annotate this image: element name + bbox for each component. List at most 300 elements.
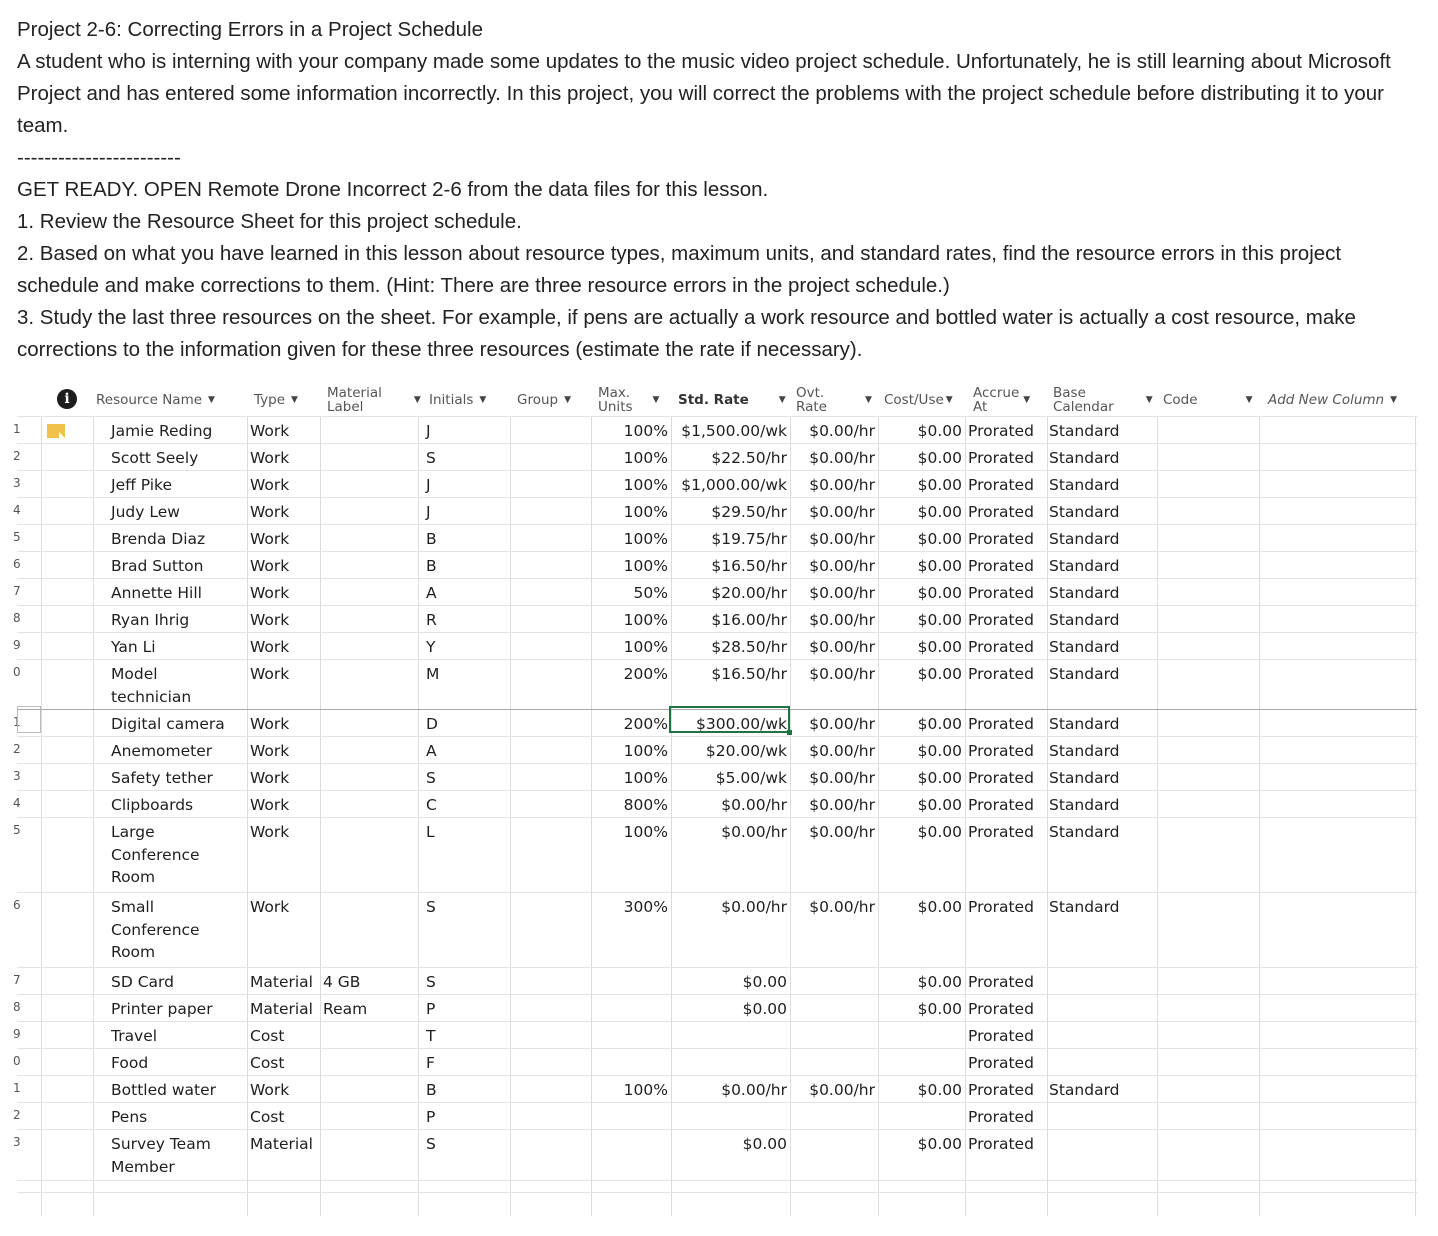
cell-std[interactable]: $16.50/hr (711, 665, 787, 683)
cell-std[interactable]: $20.00/hr (711, 584, 787, 602)
cell-cal[interactable]: Standard (1049, 422, 1120, 440)
row-number[interactable]: 9 (13, 1027, 21, 1041)
col-type-label: Type (254, 392, 286, 408)
cell-cost[interactable]: $0.00 (917, 665, 962, 683)
cell-name-line: Room (111, 943, 156, 961)
chevron-down-icon[interactable]: ▼ (864, 395, 872, 405)
table-row[interactable] (13, 767, 1417, 794)
cell-ovt[interactable]: $0.00/hr (809, 742, 875, 760)
row-number[interactable]: 1 (13, 1081, 21, 1095)
doc-step-2: 2. Based on what you have learned in this lesson about resource types, maximum units, and standard rates, find the resource errors in this project schedule and make corrections to them. (Hint: There are three resource errors in the project schedule.) (17, 242, 1342, 297)
cell-cal[interactable]: Standard (1049, 530, 1120, 548)
row-number[interactable]: 0 (13, 1054, 21, 1068)
chevron-down-icon[interactable]: ▼ (1145, 395, 1153, 405)
cell-std[interactable]: $16.00/hr (711, 611, 787, 629)
cell-cost[interactable]: $0.00 (917, 422, 962, 440)
cell-name-line: Anemometer (111, 742, 213, 760)
cell-initials[interactable]: T (426, 1027, 436, 1045)
col-code[interactable] (1160, 384, 1260, 416)
cell-std[interactable]: $28.50/hr (711, 638, 787, 656)
cell-std[interactable]: $5.00/wk (715, 769, 787, 787)
cell-ovt[interactable]: $0.00/hr (809, 530, 875, 548)
cell-name[interactable] (111, 713, 245, 736)
col-base-calendar[interactable] (1050, 384, 1160, 416)
cell-cal[interactable]: Standard (1049, 665, 1120, 683)
row-number[interactable]: 4 (13, 796, 21, 810)
cell-cost[interactable]: $0.00 (917, 611, 962, 629)
cell-name-line: Member (111, 1157, 175, 1176)
table-row[interactable] (13, 636, 1417, 663)
cell-type[interactable]: Work (250, 898, 290, 916)
cell-name[interactable] (111, 794, 245, 817)
cell-max[interactable]: 50% (633, 584, 668, 602)
table-row[interactable] (13, 1052, 1417, 1079)
cell-max[interactable]: 100% (623, 530, 668, 548)
col-ovt-rate-line2: Rate (796, 399, 827, 415)
cell-cal[interactable]: Standard (1049, 611, 1120, 629)
row-number[interactable]: 5 (13, 530, 21, 544)
cell-initials[interactable]: J (426, 503, 431, 521)
cell-initials[interactable]: S (426, 769, 436, 787)
table-row[interactable] (13, 1133, 1417, 1180)
cell-max[interactable]: 100% (623, 742, 668, 760)
doc-separator: ------------------------ (17, 146, 181, 169)
cell-max[interactable]: 100% (623, 611, 668, 629)
cell-accrue[interactable]: Prorated (968, 1000, 1034, 1018)
cell-max[interactable]: 100% (623, 769, 668, 787)
col-material-label-line1: Material (327, 385, 382, 401)
table-row[interactable] (13, 474, 1417, 501)
cell-initials[interactable]: S (426, 898, 436, 916)
cell-type[interactable]: Material (250, 1135, 313, 1153)
cell-accrue[interactable]: Prorated (968, 715, 1034, 733)
table-row[interactable] (13, 1106, 1417, 1133)
cell-cost[interactable]: $0.00 (917, 1135, 962, 1153)
cell-name[interactable] (111, 896, 245, 964)
cell-name[interactable] (111, 1133, 245, 1178)
table-row[interactable] (13, 1079, 1417, 1106)
col-std-rate[interactable] (675, 384, 795, 416)
table-row[interactable] (13, 528, 1417, 555)
col-cost-use[interactable] (881, 384, 967, 416)
row-number[interactable]: 6 (13, 557, 21, 571)
cell-std[interactable]: $0.00/hr (721, 823, 787, 841)
cell-name-line: Conference (111, 920, 200, 939)
info-icon: i (57, 389, 77, 409)
cell-initials[interactable]: L (426, 823, 435, 841)
cell-cal[interactable]: Standard (1049, 823, 1120, 841)
cell-cost[interactable]: $0.00 (917, 796, 962, 814)
cell-accrue[interactable]: Prorated (968, 1135, 1034, 1153)
cell-name[interactable] (111, 609, 245, 632)
cell-std[interactable]: $1,500.00/wk (681, 422, 787, 440)
row-number[interactable]: 2 (13, 1108, 21, 1122)
row-number[interactable]: 9 (13, 638, 21, 652)
col-max-units[interactable] (595, 384, 669, 416)
cell-ovt[interactable]: $0.00/hr (809, 1081, 875, 1099)
grid-row-line (17, 1180, 1417, 1181)
cell-type[interactable]: Work (250, 476, 290, 494)
cell-ovt[interactable]: $0.00/hr (809, 769, 875, 787)
cell-cost[interactable]: $0.00 (917, 638, 962, 656)
cell-initials[interactable]: B (426, 530, 437, 548)
col-group[interactable] (514, 384, 594, 416)
table-row[interactable] (13, 896, 1417, 971)
cell-initials[interactable]: D (426, 715, 438, 733)
cell-initials[interactable]: P (426, 1000, 436, 1018)
cell-name-line: Ryan Ihrig (111, 611, 190, 629)
cell-type[interactable]: Work (250, 584, 290, 602)
cell-name-line: Jamie Reding (111, 422, 213, 440)
cell-std[interactable]: $0.00 (742, 1135, 787, 1153)
cell-name[interactable] (111, 555, 245, 578)
row-number[interactable]: 8 (13, 1000, 21, 1014)
cell-name[interactable] (111, 821, 245, 889)
table-row[interactable] (13, 971, 1417, 998)
row-number[interactable]: 5 (13, 823, 21, 837)
cell-name-line: Digital camera (111, 715, 225, 733)
cell-max[interactable]: 300% (623, 898, 668, 916)
cell-cost[interactable]: $0.00 (917, 898, 962, 916)
cell-cost[interactable]: $0.00 (917, 503, 962, 521)
chevron-down-icon[interactable]: ▼ (945, 395, 953, 405)
table-row[interactable] (13, 998, 1417, 1025)
cell-name-line: Model (111, 665, 158, 683)
cell-max[interactable]: 200% (623, 715, 668, 733)
cell-initials[interactable]: Y (426, 638, 436, 656)
cell-name-line: Brad Sutton (111, 557, 204, 575)
col-resource-name[interactable] (93, 384, 243, 416)
cell-ovt[interactable]: $0.00/hr (809, 422, 875, 440)
chevron-down-icon[interactable]: ▼ (1245, 395, 1253, 405)
cell-std[interactable]: $20.00/wk (705, 742, 787, 760)
col-type[interactable] (251, 384, 321, 416)
cell-accrue[interactable]: Prorated (968, 1027, 1034, 1045)
cell-initials[interactable]: J (426, 422, 431, 440)
row-number[interactable]: 0 (13, 665, 21, 679)
chevron-down-icon[interactable]: ▼ (413, 395, 421, 405)
instructions (17, 14, 1422, 366)
cell-cost[interactable]: $0.00 (917, 476, 962, 494)
cell-name-line: Travel (111, 1027, 158, 1045)
cell-max[interactable]: 100% (623, 1081, 668, 1099)
note-icon[interactable] (47, 424, 65, 438)
cell-max[interactable]: 100% (623, 557, 668, 575)
row-number[interactable]: 3 (13, 769, 21, 783)
cell-name-line: Food (111, 1054, 149, 1072)
cell-name-line: Conference (111, 845, 200, 864)
cell-cal[interactable]: Standard (1049, 476, 1120, 494)
cell-initials[interactable]: S (426, 973, 436, 991)
cell-ovt[interactable]: $0.00/hr (809, 476, 875, 494)
cell-max[interactable]: 100% (623, 638, 668, 656)
chevron-down-icon[interactable]: ▼ (479, 395, 487, 405)
cell-cost[interactable]: $0.00 (917, 742, 962, 760)
row-number[interactable]: 6 (13, 898, 21, 912)
cell-type[interactable]: Cost (250, 1027, 285, 1045)
table-row[interactable] (13, 821, 1417, 896)
cell-name[interactable] (111, 474, 245, 497)
cell-type[interactable]: Work (250, 638, 290, 656)
cell-name[interactable] (111, 740, 245, 763)
cell-ovt[interactable]: $0.00/hr (809, 611, 875, 629)
cell-type[interactable]: Material (250, 973, 313, 991)
cell-cal[interactable]: Standard (1049, 584, 1120, 602)
cell-type[interactable]: Work (250, 557, 290, 575)
cell-type[interactable]: Work (250, 823, 290, 841)
cell-cost[interactable]: $0.00 (917, 973, 962, 991)
cell-name[interactable] (111, 663, 245, 708)
row-number[interactable]: 2 (13, 742, 21, 756)
cell-std[interactable]: $22.50/hr (711, 449, 787, 467)
cell-std[interactable]: $0.00 (742, 973, 787, 991)
active-row-indicator (17, 706, 41, 733)
table-row[interactable] (13, 582, 1417, 609)
cell-initials[interactable]: M (426, 665, 440, 683)
cell-type[interactable]: Cost (250, 1054, 285, 1072)
cell-name[interactable] (111, 420, 245, 443)
cell-cost[interactable]: $0.00 (917, 769, 962, 787)
cell-accrue[interactable]: Prorated (968, 503, 1034, 521)
cell-std[interactable]: $16.50/hr (711, 557, 787, 575)
doc-step-3: 3. Study the last three resources on the sheet. For example, if pens are actually a work resource and bottled water is actually a cost resource, make corrections to the information given for these three resources (estimate the rate if necessary). (17, 306, 1356, 361)
table-row[interactable] (13, 501, 1417, 528)
cell-name-line: Room (111, 868, 156, 886)
cell-max[interactable]: 200% (623, 665, 668, 683)
cell-cal[interactable]: Standard (1049, 1081, 1120, 1099)
cell-cost[interactable]: $0.00 (917, 557, 962, 575)
cell-type[interactable]: Work (250, 1081, 290, 1099)
cell-cost[interactable]: $0.00 (917, 449, 962, 467)
cell-std[interactable]: $300.00/wk (696, 715, 787, 733)
cell-type[interactable]: Cost (250, 1108, 285, 1126)
col-add-new-column[interactable] (1265, 384, 1417, 416)
cell-name[interactable] (111, 582, 245, 605)
row-number[interactable]: 7 (13, 584, 21, 598)
col-accrue-at[interactable] (970, 384, 1050, 416)
cell-type[interactable]: Work (250, 796, 290, 814)
cell-max[interactable]: 100% (623, 823, 668, 841)
cell-type[interactable]: Work (250, 422, 290, 440)
cell-initials[interactable]: B (426, 1081, 437, 1099)
cell-cal[interactable]: Standard (1049, 715, 1120, 733)
cell-ovt[interactable]: $0.00/hr (809, 823, 875, 841)
cell-name[interactable] (111, 971, 245, 994)
cell-name[interactable] (111, 1025, 245, 1048)
cell-name[interactable] (111, 1079, 245, 1102)
cell-max[interactable]: 100% (623, 449, 668, 467)
cell-initials[interactable]: S (426, 1135, 436, 1153)
cell-initials[interactable]: A (426, 742, 437, 760)
cell-name[interactable] (111, 998, 245, 1021)
cell-name-line: Pens (111, 1108, 148, 1126)
cell-name-line: Large (111, 823, 155, 841)
table-row[interactable] (13, 420, 1417, 447)
cell-type[interactable]: Work (250, 449, 290, 467)
cell-name[interactable] (111, 528, 245, 551)
cell-accrue[interactable]: Prorated (968, 823, 1034, 841)
chevron-down-icon[interactable]: ▼ (291, 395, 298, 405)
doc-get-ready: GET READY. OPEN Remote Drone Incorrect 2-6 from the data files for this lesson. (17, 178, 769, 201)
doc-intro: A student who is interning with your company made some updates to the music video project schedule. Unfortunately, he is still learning about Microsoft Project and has entered some information incorrectly. In this project, you will correct the problems with the project schedule before distributing it to your team. (17, 50, 1391, 137)
cell-initials[interactable]: A (426, 584, 437, 602)
cell-std[interactable]: $29.50/hr (711, 503, 787, 521)
cell-accrue[interactable]: Prorated (968, 796, 1034, 814)
cell-ovt[interactable]: $0.00/hr (809, 503, 875, 521)
cell-accrue[interactable]: Prorated (968, 530, 1034, 548)
cell-max[interactable]: 800% (623, 796, 668, 814)
cell-accrue[interactable]: Prorated (968, 973, 1034, 991)
cell-cal[interactable]: Standard (1049, 898, 1120, 916)
cell-cal[interactable]: Standard (1049, 557, 1120, 575)
grid-row-line (17, 416, 1417, 417)
cell-name[interactable] (111, 1052, 245, 1075)
cell-cost[interactable]: $0.00 (917, 584, 962, 602)
chevron-down-icon[interactable]: ▼ (208, 395, 215, 405)
cell-name[interactable] (111, 501, 245, 524)
col-ovt-rate[interactable] (793, 384, 879, 416)
cell-initials[interactable]: P (426, 1108, 436, 1126)
cell-initials[interactable]: B (426, 557, 437, 575)
table-row[interactable] (13, 740, 1417, 767)
cell-ovt[interactable]: $0.00/hr (809, 449, 875, 467)
cell-ovt[interactable]: $0.00/hr (809, 665, 875, 683)
cell-cal[interactable]: Standard (1049, 742, 1120, 760)
cell-accrue[interactable]: Prorated (968, 476, 1034, 494)
cell-accrue[interactable]: Prorated (968, 898, 1034, 916)
cell-accrue[interactable]: Prorated (968, 665, 1034, 683)
col-initials[interactable] (426, 384, 514, 416)
cell-type[interactable]: Work (250, 503, 290, 521)
cell-accrue[interactable]: Prorated (968, 1081, 1034, 1099)
cell-label[interactable]: Ream (323, 1000, 368, 1018)
doc-step-1: 1. Review the Resource Sheet for this project schedule. (17, 210, 522, 233)
table-row[interactable] (13, 609, 1417, 636)
table-row[interactable] (13, 794, 1417, 821)
col-material-label[interactable] (324, 384, 428, 416)
cell-type[interactable]: Work (250, 742, 290, 760)
active-cell-selection (669, 706, 790, 733)
cell-initials[interactable]: C (426, 796, 437, 814)
resource-sheet (13, 384, 1417, 1216)
cell-cost[interactable]: $0.00 (917, 1000, 962, 1018)
row-number[interactable]: 1 (13, 715, 21, 729)
cell-max[interactable]: 100% (623, 476, 668, 494)
chevron-down-icon[interactable]: ▼ (564, 395, 572, 405)
chevron-down-icon[interactable]: ▼ (778, 395, 786, 405)
cell-cal[interactable]: Standard (1049, 449, 1120, 467)
table-row[interactable] (13, 447, 1417, 474)
cell-max[interactable]: 100% (623, 503, 668, 521)
cell-type[interactable]: Work (250, 665, 290, 683)
cell-accrue[interactable]: Prorated (968, 422, 1034, 440)
cell-std[interactable]: $1,000.00/wk (681, 476, 787, 494)
table-row[interactable] (13, 1025, 1417, 1052)
cell-name-line: Yan Li (111, 638, 156, 656)
cell-label[interactable]: 4 GB (323, 973, 361, 991)
row-number[interactable]: 3 (13, 1135, 21, 1149)
col-base-calendar-line2: Calendar (1053, 399, 1114, 415)
cell-name[interactable] (111, 1106, 245, 1129)
cell-name[interactable] (111, 767, 245, 790)
chevron-down-icon[interactable]: ▼ (652, 395, 660, 405)
cell-ovt[interactable]: $0.00/hr (809, 715, 875, 733)
col-initials-label: Initials (429, 392, 474, 408)
chevron-down-icon[interactable]: ▼ (1390, 395, 1398, 405)
cell-initials[interactable]: F (426, 1054, 435, 1072)
row-number[interactable]: 1 (13, 422, 21, 436)
cell-type[interactable]: Work (250, 715, 290, 733)
cell-cal[interactable]: Standard (1049, 769, 1120, 787)
cell-accrue[interactable]: Prorated (968, 742, 1034, 760)
cell-cal[interactable]: Standard (1049, 796, 1120, 814)
cell-std[interactable]: $0.00/hr (721, 796, 787, 814)
cell-cal[interactable]: Standard (1049, 503, 1120, 521)
cell-cost[interactable]: $0.00 (917, 530, 962, 548)
cell-cal[interactable]: Standard (1049, 638, 1120, 656)
cell-name[interactable] (111, 636, 245, 659)
row-number[interactable]: 8 (13, 611, 21, 625)
cell-name-line: Brenda Diaz (111, 530, 206, 548)
cell-std[interactable]: $0.00/hr (721, 898, 787, 916)
cell-cost[interactable]: $0.00 (917, 1081, 962, 1099)
cell-accrue[interactable]: Prorated (968, 769, 1034, 787)
cell-std[interactable]: $19.75/hr (711, 530, 787, 548)
cell-ovt[interactable]: $0.00/hr (809, 638, 875, 656)
cell-initials[interactable]: R (426, 611, 437, 629)
cell-accrue[interactable]: Prorated (968, 584, 1034, 602)
doc-title: Project 2-6: Correcting Errors in a Project Schedule (17, 18, 484, 41)
cell-accrue[interactable]: Prorated (968, 638, 1034, 656)
cell-initials[interactable]: S (426, 449, 436, 467)
row-number[interactable]: 3 (13, 476, 21, 490)
cell-name-line: Printer paper (111, 1000, 213, 1018)
cell-std[interactable]: $0.00/hr (721, 1081, 787, 1099)
cell-ovt[interactable]: $0.00/hr (809, 584, 875, 602)
cell-name-line: Jeff Pike (111, 476, 172, 494)
cell-max[interactable]: 100% (623, 422, 668, 440)
cell-accrue[interactable]: Prorated (968, 1108, 1034, 1126)
cell-ovt[interactable]: $0.00/hr (809, 796, 875, 814)
cell-name-line: Clipboards (111, 796, 194, 814)
row-number[interactable]: 2 (13, 449, 21, 463)
cell-name[interactable] (111, 447, 245, 470)
cell-name-line: Annette Hill (111, 584, 202, 602)
grid-row-line (17, 1192, 1417, 1193)
row-number[interactable]: 7 (13, 973, 21, 987)
cell-type[interactable]: Material (250, 1000, 313, 1018)
table-row[interactable] (13, 555, 1417, 582)
cell-cost[interactable]: $0.00 (917, 715, 962, 733)
cell-ovt[interactable]: $0.00/hr (809, 898, 875, 916)
cell-accrue[interactable]: Prorated (968, 449, 1034, 467)
cell-ovt[interactable]: $0.00/hr (809, 557, 875, 575)
cell-accrue[interactable]: Prorated (968, 611, 1034, 629)
cell-accrue[interactable]: Prorated (968, 1054, 1034, 1072)
cell-cost[interactable]: $0.00 (917, 823, 962, 841)
col-resource-name-label: Resource Name (96, 392, 203, 408)
cell-type[interactable]: Work (250, 769, 290, 787)
col-max-units-line2: Units (598, 399, 633, 415)
cell-type[interactable]: Work (250, 611, 290, 629)
cell-accrue[interactable]: Prorated (968, 557, 1034, 575)
chevron-down-icon[interactable]: ▼ (1023, 395, 1031, 405)
cell-type[interactable]: Work (250, 530, 290, 548)
cell-name-line: Judy Lew (111, 503, 180, 521)
cell-initials[interactable]: J (426, 476, 431, 494)
row-number[interactable]: 4 (13, 503, 21, 517)
cell-std[interactable]: $0.00 (742, 1000, 787, 1018)
